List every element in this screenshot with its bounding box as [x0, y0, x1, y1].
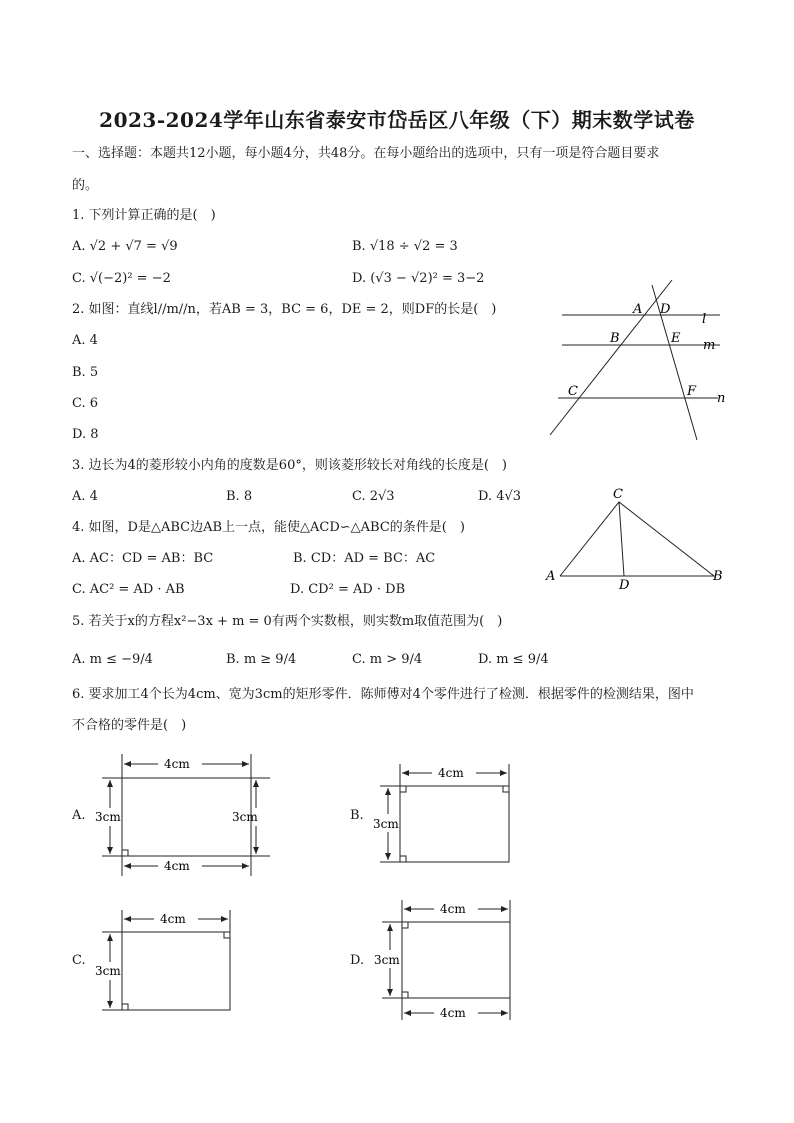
question-2-option-b: B. 5 [72, 365, 99, 380]
figure-a-top-label: 4cm [164, 757, 190, 771]
section-instructions-line1: 一、选择题：本题共12小题，每小题4分，共48分。在每小题给出的选项中，只有一项是符合题目要求 [72, 146, 660, 161]
label-c: C [568, 384, 578, 399]
figure-b-letter: B. [350, 808, 364, 823]
triangle-abc [560, 502, 714, 576]
label-line-n: n [717, 391, 726, 406]
label-d: D [660, 302, 671, 317]
label-b: B [610, 331, 620, 346]
question-6-stem-line1: 6. 要求加工4个长为4cm、宽为3cm的矩形零件．陈师傅对4个零件进行了检测．根据零件的检测结果，图中 [72, 687, 694, 702]
label-d: D [619, 578, 630, 593]
question-3-option-c: C. 2√3 [352, 489, 395, 504]
question-1-stem: 1. 下列计算正确的是( ) [72, 208, 216, 223]
question-5-option-a: A. m ≤ −9/4 [72, 652, 153, 667]
question-2-stem: 2. 如图：直线l//m//n，若AB = 3，BC = 6，DE = 2，则DF的长是( ) [72, 302, 497, 317]
question-3-stem: 3. 边长为4的菱形较小内角的度数是60°，则该菱形较长对角线的长度是( ) [72, 458, 507, 473]
rectangle-figure-c [92, 908, 242, 1018]
question-2-option-c: C. 6 [72, 396, 99, 411]
question-1-option-c: C. √(−2)² = −2 [72, 271, 171, 286]
label-line-m: m [703, 338, 716, 353]
question-2-option-a: A. 4 [72, 333, 98, 348]
question-6-stem-line2: 不合格的零件是( ) [72, 718, 187, 733]
question-1-option-b: B. √18 ÷ √2 = 3 [352, 239, 458, 254]
figure-d-left-label: 3cm [374, 953, 400, 967]
question-4-option-d: D. CD² = AD · DB [290, 582, 406, 597]
label-e: E [671, 331, 681, 346]
figure-c-letter: C. [72, 953, 86, 968]
label-b: B [713, 569, 723, 584]
figure-a-left-label: 3cm [95, 810, 121, 824]
question-1-option-a: A. √2 + √7 = √9 [72, 239, 178, 254]
question-4-stem: 4. 如图，D是△ABC边AB上一点，能使△ACD∽△ABC的条件是( ) [72, 520, 465, 535]
label-line-l: l [702, 312, 707, 327]
figure-b-left-label: 3cm [373, 817, 399, 831]
label-f: F [687, 384, 697, 399]
rectangle-figure-d [370, 898, 520, 1023]
label-a: A [633, 302, 643, 317]
figure-d-bottom-label: 4cm [440, 1006, 466, 1020]
question-5-option-b: B. m ≥ 9/4 [226, 652, 297, 667]
figure-a-right-label: 3cm [232, 810, 258, 824]
question-4-option-c: C. AC² = AD · AB [72, 582, 185, 597]
figure-a-bottom-label: 4cm [164, 859, 190, 873]
section-instructions-line2: 的。 [72, 178, 99, 193]
transversal-ac [550, 280, 672, 435]
figure-c-left-label: 3cm [95, 964, 121, 978]
triangle-figure [540, 482, 735, 594]
segment-cd [619, 502, 624, 576]
figure-c-top-label: 4cm [160, 912, 186, 926]
question-5-option-d: D. m ≤ 9/4 [478, 652, 549, 667]
rectangle-figure-b [370, 762, 520, 872]
figure-a-letter: A. [72, 808, 86, 823]
transversal-df [652, 285, 697, 440]
parallel-lines-figure [540, 275, 740, 445]
question-3-option-b: B. 8 [226, 489, 253, 504]
question-3-option-d: D. 4√3 [478, 489, 522, 504]
question-3-option-a: A. 4 [72, 489, 98, 504]
question-1-option-d: D. (√3 − √2)² = 3−2 [352, 271, 485, 286]
rectangle-figure-a [92, 752, 272, 877]
question-2-option-d: D. 8 [72, 427, 99, 442]
label-c: C [613, 487, 623, 502]
figure-d-letter: D. [350, 953, 365, 968]
figure-d-top-label: 4cm [440, 902, 466, 916]
label-a: A [546, 569, 556, 584]
question-4-option-a: A. AC：CD = AB：BC [72, 551, 214, 566]
figure-b-top-label: 4cm [438, 766, 464, 780]
page-title: 2023-2024学年山东省泰安市岱岳区八年级（下）期末数学试卷 [99, 108, 695, 132]
question-4-option-b: B. CD：AD = BC：AC [293, 551, 436, 566]
question-5-option-c: C. m > 9/4 [352, 652, 423, 667]
question-5-stem: 5. 若关于x的方程x²−3x + m = 0有两个实数根，则实数m取值范围为( ) [72, 614, 503, 629]
